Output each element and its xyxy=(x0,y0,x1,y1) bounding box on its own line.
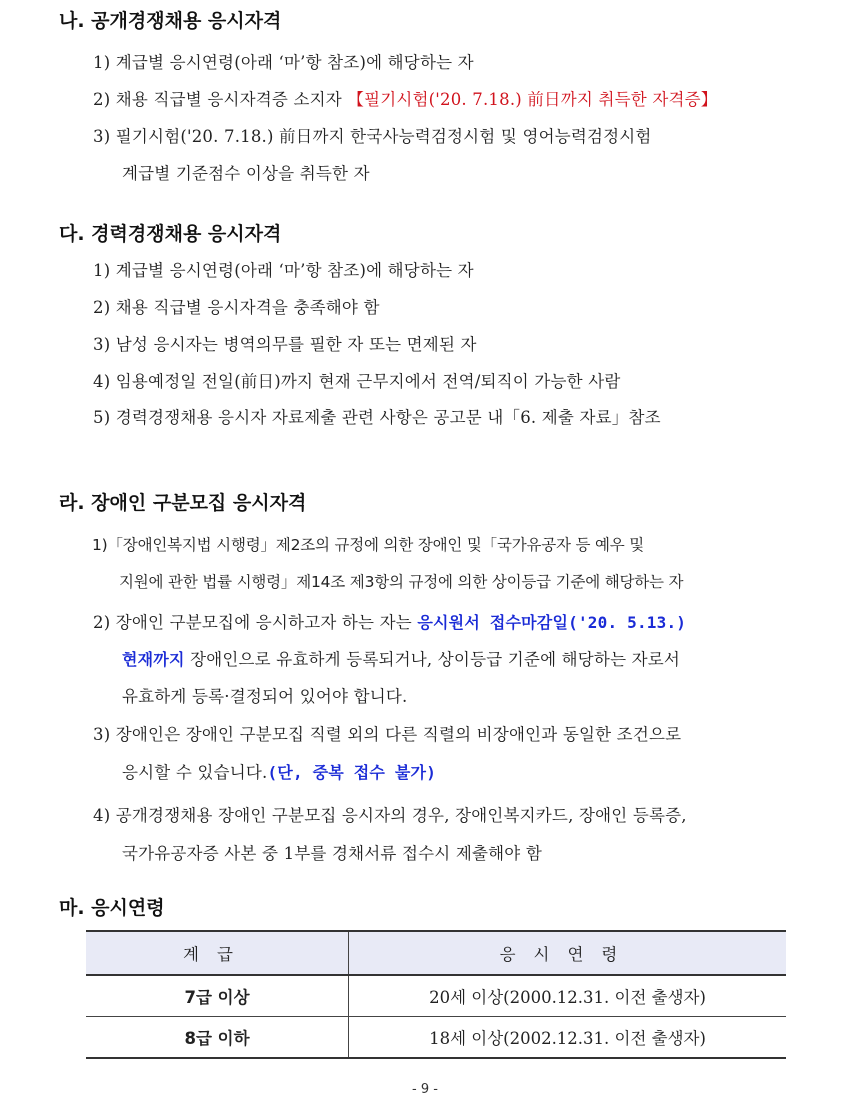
table-row xyxy=(86,1017,786,1059)
table-header-age: 응시연령 xyxy=(349,931,787,975)
table-cell-grade: 7급 이상 xyxy=(86,975,349,1017)
section-heading-ma: 마. 응시연령 xyxy=(59,897,165,919)
da-item-2: 2) 채용 직급별 응시자격을 충족해야 함 xyxy=(93,298,380,317)
table-header-grade: 계급 xyxy=(86,931,349,975)
da-item-5: 5) 경력경쟁채용 응시자 자료제출 관련 사항은 공고문 내「6. 제출 자료」참조 xyxy=(93,408,661,427)
ra-item-3-text: 응시할 수 있습니다. xyxy=(122,763,268,782)
ra-item-2-line-3: 유효하게 등록·결정되어 있어야 합니다. xyxy=(122,687,408,706)
ra-item-4-line-1: 4) 공개경쟁채용 장애인 구분모집 응시자의 경우, 장애인복지카드, 장애인 등록증, xyxy=(93,806,687,825)
table-cell-grade: 8급 이하 xyxy=(86,1017,349,1059)
na-item-2-text: 2) 채용 직급별 응시자격증 소지자 xyxy=(93,90,348,109)
da-item-1: 1) 계급별 응시연령(아래 ‘마’항 참조)에 해당하는 자 xyxy=(93,261,474,280)
na-item-1: 1) 계급별 응시연령(아래 ‘마’항 참조)에 해당하는 자 xyxy=(93,53,474,72)
ra-item-3-line-1: 3) 장애인은 장애인 구분모집 직렬 외의 다른 직렬의 비장애인과 동일한 조건으로 xyxy=(93,725,682,744)
na-item-3-continued: 계급별 기준점수 이상을 취득한 자 xyxy=(122,164,370,183)
table-header-row xyxy=(86,931,786,975)
table-cell-age: 20세 이상(2000.12.31. 이전 출생자) xyxy=(349,975,787,1017)
age-requirement-table xyxy=(86,930,786,1059)
ra-item-2-highlight-b: 현재까지 xyxy=(122,650,185,669)
na-item-3: 3) 필기시험('20. 7.18.) 前日까지 한국사능력검정시험 및 영어능력검정시험 xyxy=(93,127,652,146)
ra-item-2-text-a: 2) 장애인 구분모집에 응시하고자 하는 자는 xyxy=(93,613,418,632)
section-heading-ra: 라. 장애인 구분모집 응시자격 xyxy=(59,492,307,514)
ra-item-2-text-b: 장애인으로 유효하게 등록되거나, 상이등급 기준에 해당하는 자로서 xyxy=(184,650,681,669)
ra-item-4-line-2: 국가유공자증 사본 중 1부를 경채서류 접수시 제출해야 함 xyxy=(122,844,543,863)
table-cell-age: 18세 이상(2002.12.31. 이전 출생자) xyxy=(349,1017,787,1059)
ra-item-3-highlight: (단, 중복 접수 불가) xyxy=(267,763,437,782)
ra-item-2-highlight-a: 응시원서 접수마감일('20. 5.13.) xyxy=(417,613,687,632)
ra-item-2-line-1 xyxy=(93,609,686,633)
da-item-3: 3) 남성 응시자는 병역의무를 필한 자 또는 면제된 자 xyxy=(93,335,477,354)
na-item-2 xyxy=(93,86,717,110)
ra-item-1-line-2: 지원에 관한 법률 시행령」제14조 제3항의 규정에 의한 상이등급 기준에 해당하는 자 xyxy=(119,573,684,591)
table-row xyxy=(86,975,786,1017)
section-heading-da: 다. 경력경쟁채용 응시자격 xyxy=(59,223,282,245)
page-number: - 9 - xyxy=(412,1082,438,1097)
ra-item-2-line-2 xyxy=(122,646,680,670)
da-item-4: 4) 임용예정일 전일(前日)까지 현재 근무지에서 전역/퇴직이 가능한 사람 xyxy=(93,372,621,391)
section-heading-na: 나. 공개경쟁채용 응시자격 xyxy=(59,10,282,32)
ra-item-3-line-2 xyxy=(122,759,436,783)
ra-item-1-line-1: 1)「장애인복지법 시행령」제2조의 규정에 의한 장애인 및「국가유공자 등 예우 및 xyxy=(92,536,645,554)
na-item-2-highlight: 【필기시험('20. 7.18.) 前日까지 취득한 자격증】 xyxy=(347,90,718,109)
